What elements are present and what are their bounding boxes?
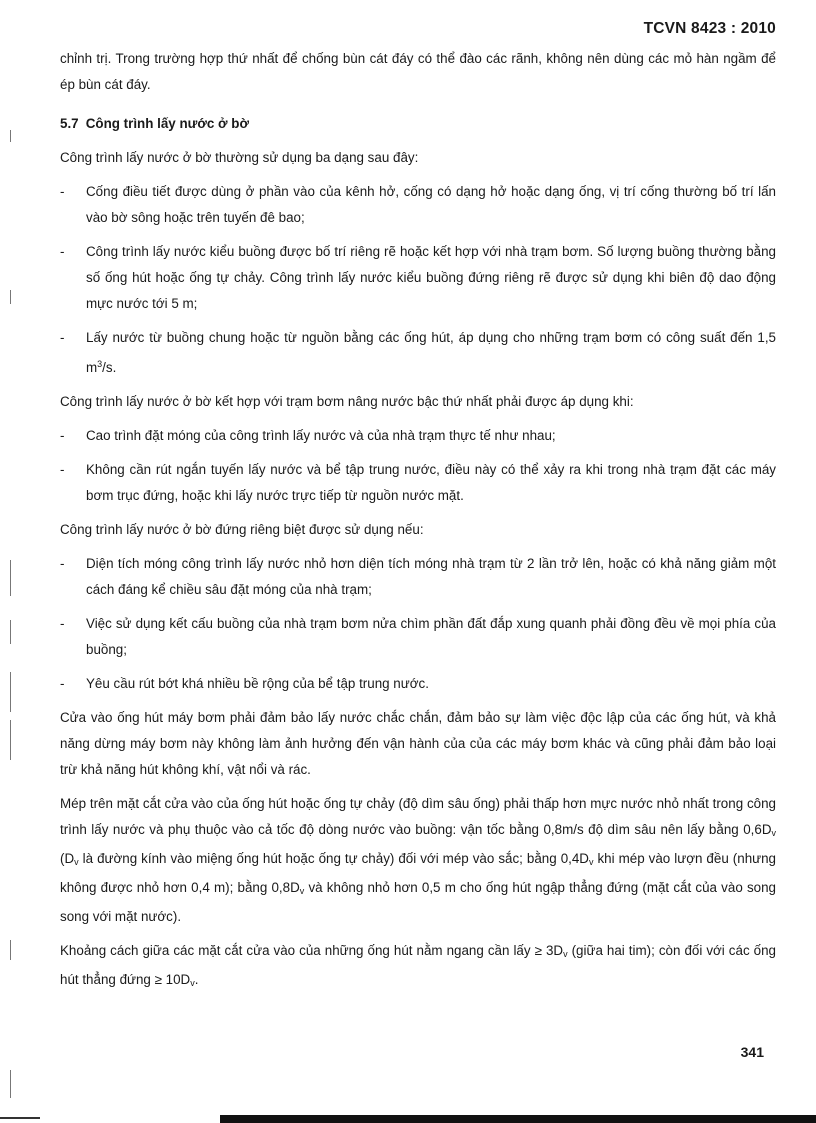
page-number: 341 [740, 1044, 764, 1060]
list-item [60, 551, 776, 603]
block3-lead-paragraph: Công trình lấy nước ở bờ đứng riêng biệt được sử dụng nếu: [60, 522, 424, 537]
list-item-text: Diện tích móng công trình lấy nước nhỏ hơn diện tích móng nhà trạm từ 2 lần trở lên, hoặc có khả năng giảm một cách đáng kể chiều sâu đặt móng của nhà trạm; [86, 556, 776, 597]
suction-inlet-paragraph: Cửa vào ống hút máy bơm phải đảm bảo lấy nước chắc chắn, đảm bảo sự làm việc độc lập của các ống hút, và khả năng dừng máy bơm này không làm ảnh hưởng đến vận hành của của các máy bơm khác và cũng phải đảm bảo loại trừ khả năng hút không khí, vật nổi và rác. [60, 710, 776, 777]
scan-bottom-edge [220, 1115, 816, 1123]
block3-list [60, 551, 776, 697]
list-item-text: Việc sử dụng kết cấu buồng của nhà trạm bơm nửa chìm phần đất đắp xung quanh phải đồng đều về mọi phía của buồng; [86, 616, 776, 657]
list-dash-marker: - [60, 676, 65, 691]
text-run: . [194, 972, 199, 987]
list-item [60, 239, 776, 317]
text-run: (giữa hai tim); còn đối với các ống hút thẳng đứng ≥ 10D [60, 943, 777, 987]
list-item-text: Yêu cầu rút bớt khá nhiều bề rộng của bể tập trung nước. [86, 676, 429, 691]
section-number: 5.7 [60, 116, 79, 131]
subscript-v: v [563, 949, 568, 959]
per-second-text: /s. [102, 360, 117, 375]
scan-margin-mark [10, 290, 11, 304]
list-item-text: Cao trình đặt móng của công trình lấy nước và của nhà trạm thực tế như nhau; [86, 428, 556, 443]
list-item [60, 611, 776, 663]
block2-lead-paragraph: Công trình lấy nước ở bờ kết hợp với trạm bơm nâng nước bậc thứ nhất phải được áp dụng khi: [60, 394, 634, 409]
document-body [60, 46, 776, 1004]
scan-margin-mark [10, 130, 11, 142]
text-run: và không nhỏ hơn 0,5 m cho ống hút ngập thẳng đứng (mặt cắt của vào song song với mặt nước). [60, 880, 776, 924]
list-item [60, 671, 776, 697]
text-run: Mép trên mặt cắt cửa vào của ống hút hoặc ống tự chảy (độ dìm sâu ống) phải thấp hơn mực nước nhỏ nhất trong công trình lấy nước và phụ thuộc vào cả tốc độ dòng nước vào buồng: vận tốc bằng 0,8m/s độ dìm sâu nên lấy bằng 0,6D [60, 796, 776, 837]
list-item [60, 457, 776, 509]
list-dash-marker: - [60, 244, 65, 259]
subscript-v: v [299, 886, 305, 896]
subscript-v: v [74, 857, 79, 867]
text-run: Khoảng cách giữa các mặt cắt cửa vào của những ống hút nằm ngang cần lấy ≥ 3D [60, 943, 564, 958]
capacity-text: Lấy nước từ buồng chung hoặc từ nguồn bằng các ống hút, áp dụng cho những trạm bơm có công suất đến 1,5 m [86, 330, 776, 375]
section-title: Công trình lấy nước ở bờ [85, 116, 249, 131]
list-dash-marker: - [60, 330, 65, 345]
subscript-v: v [588, 857, 594, 867]
text-run: khi mép vào lượn đều (nhưng không được nhỏ hơn 0,4 m); bằng 0,8D [60, 851, 776, 895]
list-item-text [86, 330, 776, 375]
scan-margin-mark [10, 1070, 11, 1098]
scan-margin-mark [10, 940, 11, 960]
list-item-text: Cống điều tiết được dùng ở phần vào của kênh hở, cống có dạng hở hoặc dạng ống, vị trí cống thường bố trí lấn vào bờ sông hoặc trên tuyến đê bao; [86, 184, 776, 225]
list-item-text: Không cần rút ngắn tuyến lấy nước và bể tập trung nước, điều này có thể xảy ra khi trong nhà trạm đặt các máy bơm trục đứng, hoặc khi lấy nước trực tiếp từ nguồn nước mặt. [86, 462, 776, 503]
list-item [60, 179, 776, 231]
scan-margin-mark [10, 720, 11, 760]
list-item-text: Công trình lấy nước kiểu buồng được bố trí riêng rẽ hoặc kết hợp với nhà trạm bơm. Số lượng buồng thường bằng số ống hút hoặc ống tự chảy. Công trình lấy nước kiểu buồng đứng riêng rẽ được sử dụng khi biên độ dao động mực nước tới 5 m; [86, 244, 776, 311]
standard-code-header: TCVN 8423 : 2010 [643, 20, 776, 37]
list-item [60, 325, 776, 381]
block1-lead-paragraph: Công trình lấy nước ở bờ thường sử dụng ba dạng sau đây: [60, 150, 419, 165]
block2-list [60, 423, 776, 509]
subscript-v: v [190, 978, 195, 988]
text-run: là đường kính vào miệng ống hút hoặc ống tự chảy) đối với mép vào sắc; bằng 0,4D [78, 851, 589, 866]
cubic-superscript: 3 [97, 359, 103, 369]
intro-continuation-paragraph: chỉnh trị. Trong trường hợp thứ nhất để chống bùn cát đáy có thể đào các rãnh, không nên dùng các mỏ hàn ngầm để ép bùn cát đáy. [60, 51, 776, 92]
list-item [60, 423, 776, 449]
subscript-v: v [771, 828, 776, 838]
inlet-spacing-paragraph [60, 938, 776, 996]
list-dash-marker: - [60, 428, 65, 443]
submersion-depth-paragraph [60, 791, 776, 930]
scan-margin-mark [10, 560, 11, 596]
text-run: (D [60, 851, 75, 866]
list-dash-marker: - [60, 462, 65, 477]
block1-list [60, 179, 776, 381]
list-dash-marker: - [60, 184, 65, 199]
scan-margin-mark [10, 672, 11, 712]
list-dash-marker: - [60, 616, 65, 631]
scan-margin-mark [10, 620, 11, 644]
section-heading [60, 111, 776, 137]
scan-edge-line [0, 1117, 40, 1119]
list-dash-marker: - [60, 556, 65, 571]
